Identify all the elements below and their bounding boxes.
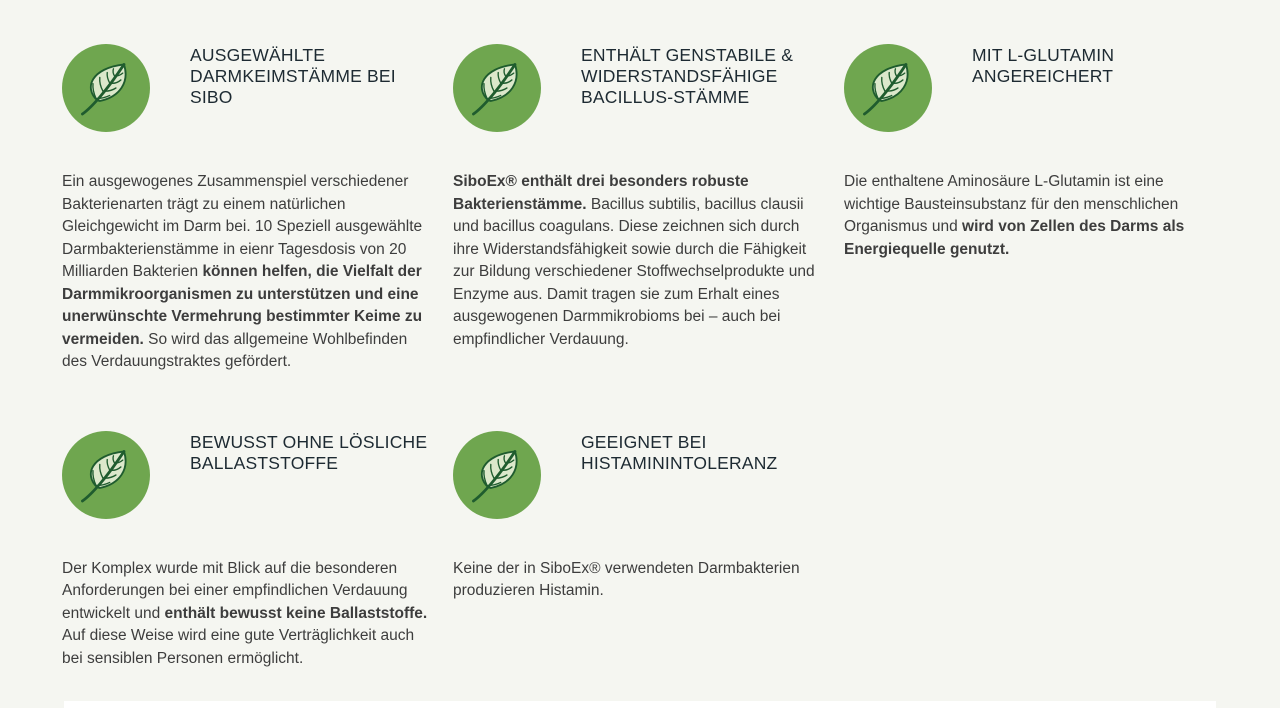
feature-card-bacillus-strains (453, 44, 827, 374)
next-section-edge (64, 701, 1216, 708)
feature-card-l-glutamin (844, 44, 1218, 374)
leaf-icon (62, 44, 150, 132)
feature-card-histamine (453, 431, 827, 671)
feature-head (453, 44, 827, 132)
feature-title: AUSGEWÄHLTE DARMKEIMSTÄMME BEI SIBO (190, 45, 396, 107)
feature-body: Der Komplex wurde mit Blick auf die besonderen Anforderungen bei einer empfindlichen Verdauung entwickelt und enthält bewusst keine Ballaststoffe. Auf diese Weise wird eine gute Verträglichkeit auch bei sensiblen Personen ermöglicht. (62, 559, 428, 667)
feature-title: ENTHÄLT GENSTABILE & WIDERSTANDSFÄHIGE BACILLUS-STÄMME (581, 45, 794, 107)
feature-body: Keine der in SiboEx® verwendeten Darmbakterien produzieren Histamin. (453, 559, 800, 599)
feature-title: GEEIGNET BEI HISTAMININTOLERANZ (581, 431, 778, 473)
feature-card-selected-strains (62, 44, 436, 374)
feature-head (62, 44, 436, 132)
leaf-icon (453, 44, 541, 132)
leaf-icon (844, 44, 932, 132)
feature-title: MIT L-GLUTAMIN ANGEREICHERT (972, 45, 1115, 86)
leaf-icon (453, 431, 541, 519)
feature-body: SiboEx® enthält drei besonders robuste Bakterienstämme. Bacillus subtilis, bacillus clausii und bacillus coagulans. Diese zeichnen sich durch ihre Widerstandsfähigkeit sowie durch die Fähigkeit zur Bildung verschiedener Stoffwechselprodukte und Enzyme aus. Damit tragen sie zum Erhalt eines ausgewogenen Darmmikrobioms bei – auch bei empfindlicher Verdauung. (453, 173, 815, 348)
feature-body: Die enthaltene Aminosäure L-Glutamin ist eine wichtige Bausteinsubstanz für den menschlichen Organismus und wird von Zellen des Darms als Energiequelle genutzt. (844, 173, 1185, 258)
feature-head (62, 431, 436, 519)
leaf-icon (62, 431, 150, 519)
feature-title: BEWUSST OHNE LÖSLICHE BALLASTSTOFFE (190, 431, 428, 473)
feature-head (453, 431, 827, 519)
features-grid (62, 0, 1218, 670)
feature-card-no-fibers (62, 431, 436, 671)
feature-head (844, 44, 1218, 132)
feature-body: Ein ausgewogenes Zusammenspiel verschiedener Bakterienarten trägt zu einem natürlichen Gleichgewicht im Darm bei. 10 Speziell ausgewählte Darmbakterienstämme in eienr Tagesdosis von 20 Milliarden Bakterien können helfen, die Vielfalt der Darmmikroorganismen zu unterstützen und eine unerwünschte Vermehrung bestimmter Keime zu vermeiden. So wird das allgemeine Wohlbefinden des Verdauungstraktes gefördert. (62, 173, 423, 370)
